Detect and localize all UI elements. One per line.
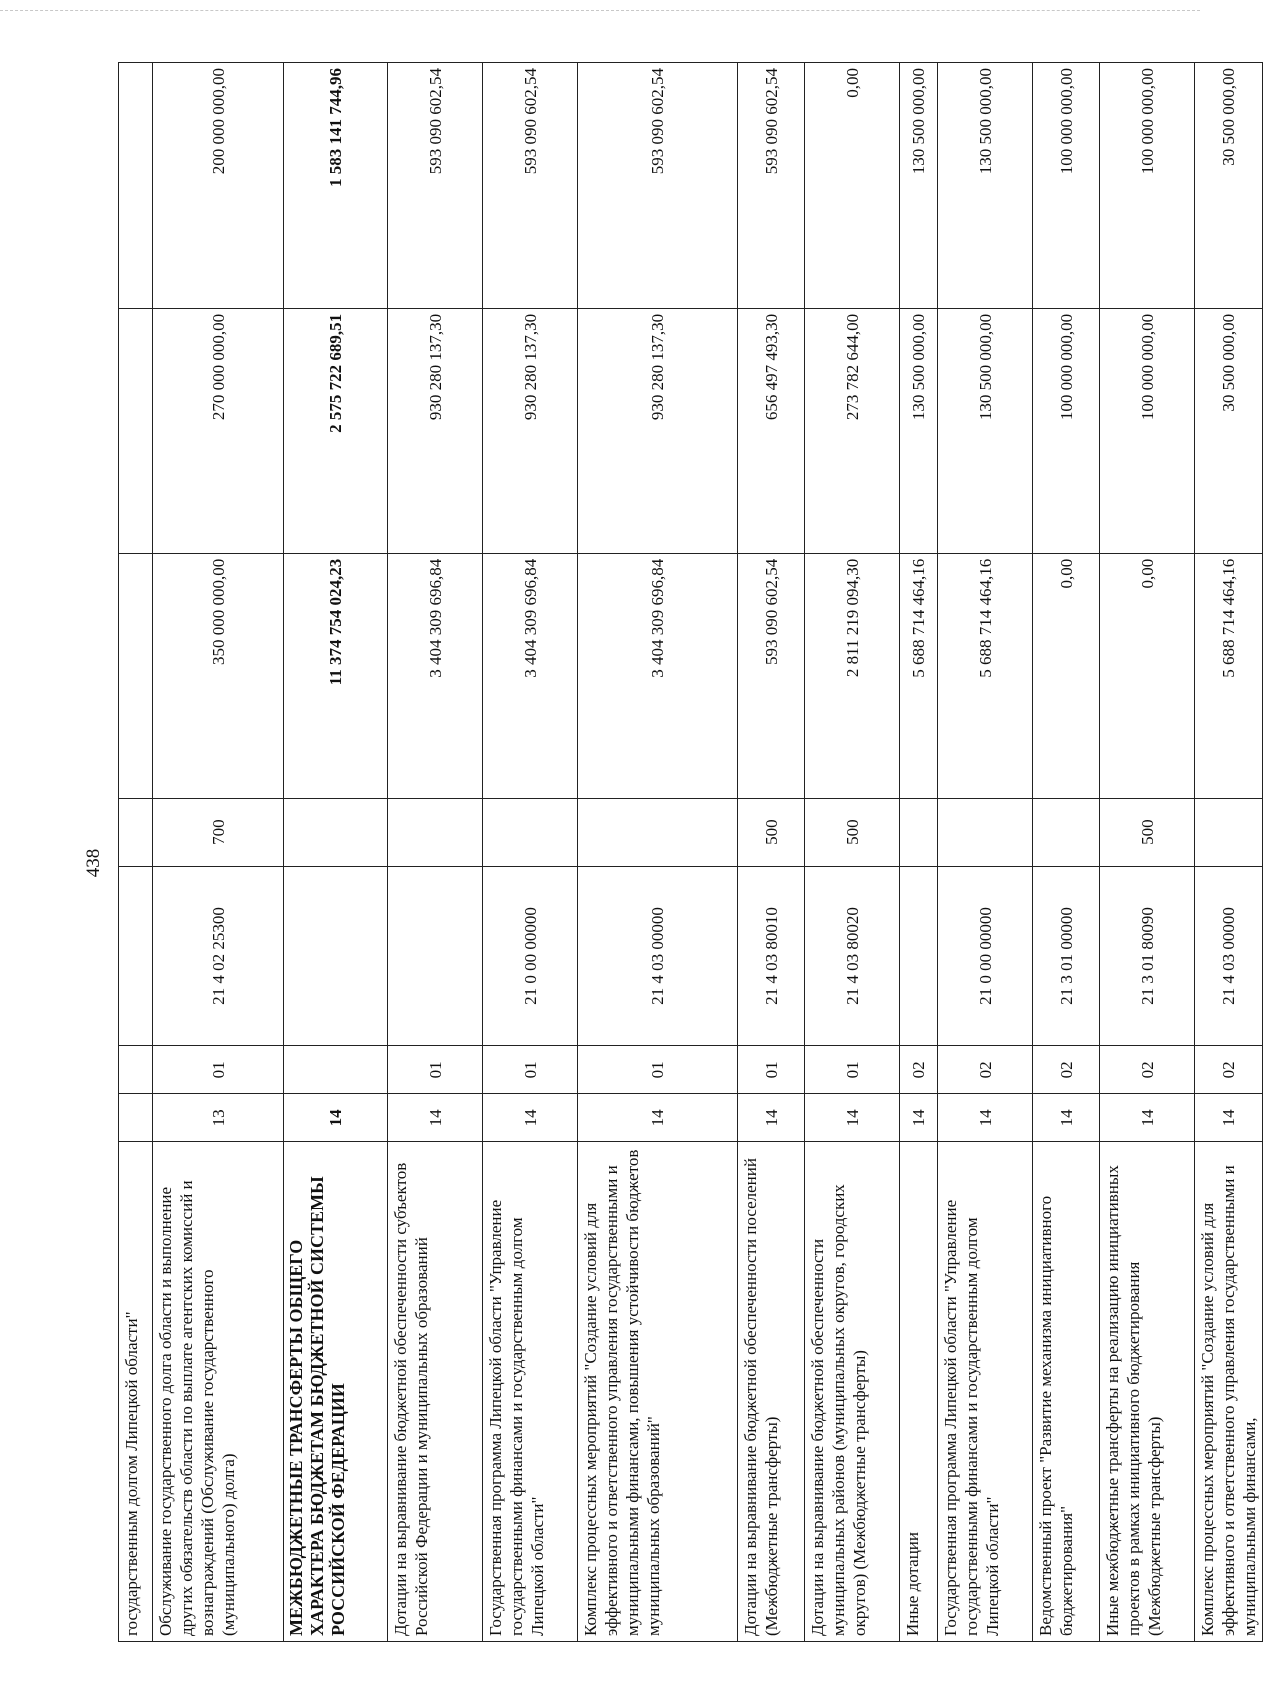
table-row: [483, 63, 578, 1642]
expense-type-cell: [938, 798, 1033, 866]
target-article-cell: 21 0 00 00000: [938, 866, 1033, 1046]
section-code-cell: 14: [1033, 1094, 1100, 1142]
subsection-code-cell: 01: [738, 1046, 805, 1094]
amount-year-1-cell: 11 374 754 024,23: [284, 553, 388, 798]
target-article-cell: 21 4 03 80010: [738, 866, 805, 1046]
amount-year-2-cell: [119, 308, 153, 553]
row-name-cell: Комплекс процессных мероприятий "Создание условий для эффективного и ответственного управления государственными и муниципальными финансами,: [1195, 1142, 1263, 1642]
section-code-cell: 13: [153, 1094, 284, 1142]
row-name-cell: Государственная программа Липецкой области "Управление государственными финансами и государственным долгом Липецкой области": [938, 1142, 1033, 1642]
amount-year-3-cell: 200 000 000,00: [153, 63, 284, 309]
subsection-code-cell: 01: [153, 1046, 284, 1094]
row-name-cell: Государственная программа Липецкой области "Управление государственными финансами и государственным долгом Липецкой области": [483, 1142, 578, 1642]
target-article-cell: 21 4 02 25300: [153, 866, 284, 1046]
amount-year-3-cell: 593 090 602,54: [738, 63, 805, 309]
expense-type-cell: 700: [153, 798, 284, 866]
target-article-cell: 21 3 01 00000: [1033, 866, 1100, 1046]
section-code-cell: 14: [738, 1094, 805, 1142]
amount-year-2-cell: 930 280 137,30: [578, 308, 738, 553]
amount-year-1-cell: 3 404 309 696,84: [578, 553, 738, 798]
table-row: [1100, 63, 1195, 1642]
section-code-cell: 14: [1195, 1094, 1263, 1142]
subsection-code-cell: 01: [805, 1046, 900, 1094]
row-name-cell: Комплекс процессных мероприятий "Создание условий для эффективного и ответственного управления государственными и муниципальными финансами, повышения устойчивости бюджетов муниципальных образований": [578, 1142, 738, 1642]
expense-type-cell: 500: [1100, 798, 1195, 866]
amount-year-1-cell: 350 000 000,00: [153, 553, 284, 798]
row-name-cell: Дотации на выравнивание бюджетной обеспеченности поселений (Межбюджетные трансферты): [738, 1142, 805, 1642]
section-code-cell: 14: [900, 1094, 938, 1142]
subsection-code-cell: 02: [1100, 1046, 1195, 1094]
table-row: [1033, 63, 1100, 1642]
table-row: [388, 63, 483, 1642]
expense-type-cell: [388, 798, 483, 866]
expense-type-cell: [900, 798, 938, 866]
row-name-cell: Дотации на выравнивание бюджетной обеспеченности муниципальных районов (муниципальных округов, городских округов) (Межбюджетные трансферты): [805, 1142, 900, 1642]
section-code-cell: [119, 1094, 153, 1142]
section-code-cell: 14: [483, 1094, 578, 1142]
budget-table: [118, 62, 1263, 1642]
amount-year-3-cell: 593 090 602,54: [578, 63, 738, 309]
amount-year-1-cell: 2 811 219 094,30: [805, 553, 900, 798]
table-row: [578, 63, 738, 1642]
amount-year-1-cell: 5 688 714 464,16: [900, 553, 938, 798]
subsection-code-cell: 02: [900, 1046, 938, 1094]
expense-type-cell: [119, 798, 153, 866]
subsection-code-cell: 02: [1033, 1046, 1100, 1094]
table-row: [1195, 63, 1263, 1642]
amount-year-3-cell: 593 090 602,54: [388, 63, 483, 309]
amount-year-2-cell: 656 497 493,30: [738, 308, 805, 553]
table-row: [153, 63, 284, 1642]
amount-year-3-cell: 0,00: [805, 63, 900, 309]
target-article-cell: 21 3 01 80090: [1100, 866, 1195, 1046]
target-article-cell: [388, 866, 483, 1046]
table-row: [805, 63, 900, 1642]
amount-year-2-cell: 100 000 000,00: [1033, 308, 1100, 553]
subsection-code-cell: [119, 1046, 153, 1094]
expense-type-cell: [284, 798, 388, 866]
table-row: [738, 63, 805, 1642]
amount-year-2-cell: 130 500 000,00: [900, 308, 938, 553]
top-dashed-line: [0, 10, 1200, 11]
row-name-cell: Ведомственный проект "Развитие механизма инициативного бюджетирования": [1033, 1142, 1100, 1642]
expense-type-cell: [1195, 798, 1263, 866]
row-name-cell: Иные дотации: [900, 1142, 938, 1642]
table-row: [284, 63, 388, 1642]
section-code-cell: 14: [284, 1094, 388, 1142]
amount-year-3-cell: 1 583 141 744,96: [284, 63, 388, 309]
target-article-cell: 21 4 03 00000: [578, 866, 738, 1046]
amount-year-2-cell: 30 500 000,00: [1195, 308, 1263, 553]
expense-type-cell: 500: [738, 798, 805, 866]
row-name-cell: Иные межбюджетные трансферты на реализацию инициативных проектов в рамках инициативного бюджетирования (Межбюджетные трансферты): [1100, 1142, 1195, 1642]
amount-year-1-cell: 3 404 309 696,84: [388, 553, 483, 798]
amount-year-2-cell: 130 500 000,00: [938, 308, 1033, 553]
target-article-cell: 21 0 00 00000: [483, 866, 578, 1046]
section-code-cell: 14: [805, 1094, 900, 1142]
row-name-cell: государственным долгом Липецкой области": [119, 1142, 153, 1642]
amount-year-2-cell: 2 575 722 689,51: [284, 308, 388, 553]
page-number: 438: [83, 848, 104, 878]
target-article-cell: 21 4 03 00000: [1195, 866, 1263, 1046]
subsection-code-cell: 01: [388, 1046, 483, 1094]
amount-year-1-cell: 0,00: [1033, 553, 1100, 798]
table-row: [938, 63, 1033, 1642]
subsection-code-cell: 01: [483, 1046, 578, 1094]
table-row: [900, 63, 938, 1642]
table-row: [119, 63, 153, 1642]
subsection-code-cell: 02: [938, 1046, 1033, 1094]
amount-year-1-cell: 593 090 602,54: [738, 553, 805, 798]
row-name-cell: МЕЖБЮДЖЕТНЫЕ ТРАНСФЕРТЫ ОБЩЕГО ХАРАКТЕРА БЮДЖЕТАМ БЮДЖЕТНОЙ СИСТЕМЫ РОССИЙСКОЙ ФЕДЕРАЦИИ: [284, 1142, 388, 1642]
amount-year-2-cell: 273 782 644,00: [805, 308, 900, 553]
budget-table-body: [119, 63, 1263, 1642]
amount-year-1-cell: 5 688 714 464,16: [1195, 553, 1263, 798]
expense-type-cell: [483, 798, 578, 866]
section-code-cell: 14: [388, 1094, 483, 1142]
expense-type-cell: 500: [805, 798, 900, 866]
amount-year-1-cell: [119, 553, 153, 798]
amount-year-2-cell: 270 000 000,00: [153, 308, 284, 553]
amount-year-1-cell: 3 404 309 696,84: [483, 553, 578, 798]
target-article-cell: [284, 866, 388, 1046]
amount-year-3-cell: 593 090 602,54: [483, 63, 578, 309]
amount-year-3-cell: 30 500 000,00: [1195, 63, 1263, 309]
amount-year-2-cell: 930 280 137,30: [483, 308, 578, 553]
amount-year-3-cell: [119, 63, 153, 309]
amount-year-3-cell: 130 500 000,00: [938, 63, 1033, 309]
amount-year-3-cell: 100 000 000,00: [1100, 63, 1195, 309]
subsection-code-cell: 01: [578, 1046, 738, 1094]
amount-year-1-cell: 5 688 714 464,16: [938, 553, 1033, 798]
amount-year-1-cell: 0,00: [1100, 553, 1195, 798]
target-article-cell: [900, 866, 938, 1046]
row-name-cell: Дотации на выравнивание бюджетной обеспеченности субъектов Российской Федерации и муниципальных образований: [388, 1142, 483, 1642]
amount-year-3-cell: 100 000 000,00: [1033, 63, 1100, 309]
amount-year-2-cell: 930 280 137,30: [388, 308, 483, 553]
section-code-cell: 14: [1100, 1094, 1195, 1142]
target-article-cell: [119, 866, 153, 1046]
section-code-cell: 14: [938, 1094, 1033, 1142]
row-name-cell: Обслуживание государственного долга области и выполнение других обязательств области по выплате агентских комиссий и вознаграждений (Обслуживание государственного (муниципального) долга): [153, 1142, 284, 1642]
section-code-cell: 14: [578, 1094, 738, 1142]
amount-year-3-cell: 130 500 000,00: [900, 63, 938, 309]
subsection-code-cell: [284, 1046, 388, 1094]
expense-type-cell: [578, 798, 738, 866]
expense-type-cell: [1033, 798, 1100, 866]
amount-year-2-cell: 100 000 000,00: [1100, 308, 1195, 553]
target-article-cell: 21 4 03 80020: [805, 866, 900, 1046]
subsection-code-cell: 02: [1195, 1046, 1263, 1094]
